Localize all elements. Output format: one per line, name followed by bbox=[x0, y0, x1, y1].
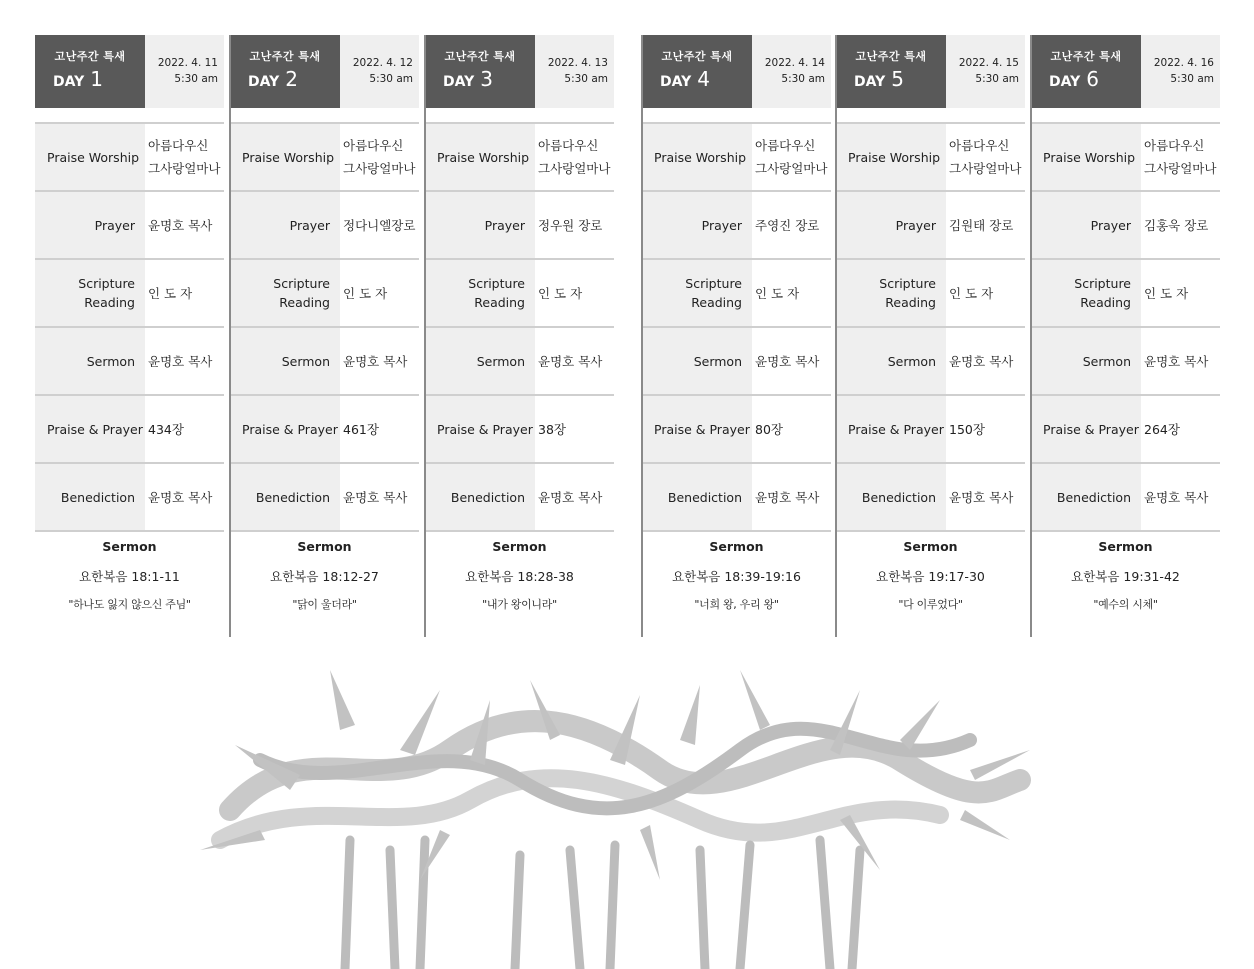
day-number: 2 bbox=[285, 67, 298, 91]
date-block bbox=[340, 35, 419, 108]
row-label-text: Scripture Reading bbox=[273, 276, 330, 310]
row-label-text: Prayer bbox=[701, 217, 742, 233]
row-label-text: Praise & Prayer bbox=[848, 421, 944, 437]
row-value: 윤명호 목사 bbox=[949, 353, 1014, 369]
row-value: 150장 bbox=[949, 421, 985, 437]
row-value: 정우원 장로 bbox=[538, 217, 603, 233]
row-label-text: Praise Worship bbox=[1043, 149, 1136, 165]
row-value: 윤명호 목사 bbox=[148, 353, 213, 369]
day-number: 5 bbox=[891, 67, 904, 91]
row-value: 아름다우신 그사랑얼마나 bbox=[148, 138, 221, 176]
row-scripture-reading bbox=[425, 260, 614, 328]
day-number: 3 bbox=[480, 67, 493, 91]
row-label-text: Benediction bbox=[861, 489, 936, 505]
row-praise-worship bbox=[1031, 124, 1220, 192]
day-column bbox=[836, 35, 1025, 637]
row-label bbox=[230, 328, 340, 394]
day-date: 2022. 4. 13 bbox=[547, 57, 608, 69]
date-block bbox=[946, 35, 1025, 108]
day-column bbox=[35, 35, 224, 637]
row-label bbox=[642, 396, 752, 462]
footer-title: Sermon bbox=[1098, 539, 1153, 554]
footer-title: Sermon bbox=[903, 539, 958, 554]
scripture-reference: 요한복음 18:1-11 bbox=[79, 569, 180, 584]
row-praise-prayer bbox=[642, 396, 831, 464]
row-benediction bbox=[836, 464, 1025, 532]
scripture-reference: 요한복음 19:17-30 bbox=[876, 569, 985, 584]
row-label-text: Prayer bbox=[484, 217, 525, 233]
row-label bbox=[425, 464, 535, 530]
scripture-reference: 요한복음 18:39-19:16 bbox=[672, 569, 801, 584]
row-label bbox=[836, 260, 946, 326]
row-scripture-reading bbox=[230, 260, 419, 328]
day-time: 5:30 am bbox=[174, 73, 218, 85]
row-value: 윤명호 목사 bbox=[343, 353, 408, 369]
row-value: 461장 bbox=[343, 421, 379, 437]
row-label-text: Scripture Reading bbox=[468, 276, 525, 310]
row-label bbox=[230, 192, 340, 258]
crown-of-thorns-illustration bbox=[140, 640, 1040, 969]
day-header bbox=[642, 35, 831, 108]
row-praise-worship bbox=[836, 124, 1025, 192]
day-title: 고난주간 특새 bbox=[54, 50, 126, 63]
row-label-text: Prayer bbox=[895, 217, 936, 233]
row-prayer bbox=[230, 192, 419, 260]
footer-title: Sermon bbox=[492, 539, 547, 554]
row-value: 윤명호 목사 bbox=[538, 489, 603, 505]
row-label bbox=[35, 396, 145, 462]
day-title: 고난주간 특새 bbox=[855, 50, 927, 63]
row-label-text: Praise Worship bbox=[47, 149, 140, 165]
day-title: 고난주간 특새 bbox=[661, 50, 733, 63]
day-column bbox=[1031, 35, 1220, 637]
row-value: 인 도 자 bbox=[343, 285, 388, 301]
row-value: 434장 bbox=[148, 421, 184, 437]
row-label-text: Benediction bbox=[255, 489, 330, 505]
row-praise-prayer bbox=[35, 396, 224, 464]
row-value: 윤명호 목사 bbox=[148, 489, 213, 505]
footer-title: Sermon bbox=[709, 539, 764, 554]
sermon-title: "다 이루었다" bbox=[898, 598, 963, 611]
row-label bbox=[1031, 260, 1141, 326]
sermon-footer bbox=[425, 535, 614, 612]
sermon-footer bbox=[836, 535, 1025, 612]
row-label bbox=[642, 260, 752, 326]
row-label-text: Scripture Reading bbox=[1074, 276, 1131, 310]
row-value: 80장 bbox=[755, 421, 783, 437]
row-label bbox=[642, 464, 752, 530]
row-label bbox=[836, 328, 946, 394]
column-divider bbox=[424, 35, 426, 637]
row-label bbox=[1031, 396, 1141, 462]
row-sermon bbox=[1031, 328, 1220, 396]
row-label-text: Sermon bbox=[281, 353, 330, 369]
day-column bbox=[642, 35, 831, 637]
row-label bbox=[1031, 328, 1141, 394]
day-label: DAY 2 bbox=[248, 67, 298, 91]
sermon-footer bbox=[642, 535, 831, 612]
row-label bbox=[836, 124, 946, 190]
row-benediction bbox=[230, 464, 419, 532]
day-header bbox=[425, 35, 614, 108]
day-header bbox=[836, 35, 1025, 108]
row-benediction bbox=[35, 464, 224, 532]
row-label bbox=[425, 396, 535, 462]
row-praise-worship bbox=[642, 124, 831, 192]
row-label-text: Prayer bbox=[1090, 217, 1131, 233]
day-time: 5:30 am bbox=[1170, 73, 1214, 85]
date-block bbox=[1141, 35, 1220, 108]
row-praise-worship bbox=[425, 124, 614, 192]
row-value: 인 도 자 bbox=[148, 285, 193, 301]
row-label-text: Praise & Prayer bbox=[1043, 421, 1139, 437]
row-label bbox=[1031, 192, 1141, 258]
row-scripture-reading bbox=[35, 260, 224, 328]
row-prayer bbox=[425, 192, 614, 260]
row-value: 정다니엘장로 bbox=[343, 217, 416, 233]
row-prayer bbox=[642, 192, 831, 260]
day-time: 5:30 am bbox=[975, 73, 1019, 85]
row-label-text: Scripture Reading bbox=[78, 276, 135, 310]
row-value: 아름다우신 그사랑얼마나 bbox=[949, 138, 1022, 176]
scripture-reference: 요한복음 19:31-42 bbox=[1071, 569, 1180, 584]
row-prayer bbox=[836, 192, 1025, 260]
row-value: 아름다우신 그사랑얼마나 bbox=[343, 138, 416, 176]
row-praise-worship bbox=[35, 124, 224, 192]
row-label bbox=[836, 192, 946, 258]
day-date: 2022. 4. 15 bbox=[958, 57, 1019, 69]
row-value: 아름다우신 그사랑얼마나 bbox=[538, 138, 611, 176]
day-time: 5:30 am bbox=[369, 73, 413, 85]
row-label bbox=[35, 124, 145, 190]
day-label: DAY 1 bbox=[53, 67, 103, 91]
row-label-text: Scripture Reading bbox=[685, 276, 742, 310]
sermon-footer bbox=[35, 535, 224, 612]
footer-title: Sermon bbox=[102, 539, 157, 554]
row-value: 인 도 자 bbox=[538, 285, 583, 301]
day-title-block bbox=[642, 35, 752, 108]
row-label-text: Praise Worship bbox=[654, 149, 747, 165]
row-praise-prayer bbox=[230, 396, 419, 464]
row-sermon bbox=[35, 328, 224, 396]
row-sermon bbox=[425, 328, 614, 396]
footer-title: Sermon bbox=[297, 539, 352, 554]
row-value: 아름다우신 그사랑얼마나 bbox=[1144, 138, 1217, 176]
row-label bbox=[425, 192, 535, 258]
sermon-title: "하나도 잃지 않으신 주님" bbox=[68, 598, 191, 611]
row-value: 김원태 장로 bbox=[949, 217, 1014, 233]
row-label-text: Benediction bbox=[667, 489, 742, 505]
day-title-block bbox=[425, 35, 535, 108]
column-divider bbox=[835, 35, 837, 637]
row-label bbox=[642, 328, 752, 394]
day-title: 고난주간 특새 bbox=[444, 50, 516, 63]
row-label-text: Sermon bbox=[887, 353, 936, 369]
day-header bbox=[35, 35, 224, 108]
row-praise-worship bbox=[230, 124, 419, 192]
date-block bbox=[535, 35, 614, 108]
sermon-title: "내가 왕이니라" bbox=[482, 598, 557, 611]
row-value: 윤명호 목사 bbox=[755, 489, 820, 505]
row-label bbox=[230, 396, 340, 462]
day-label: DAY 5 bbox=[854, 67, 904, 91]
row-praise-prayer bbox=[1031, 396, 1220, 464]
row-value: 아름다우신 그사랑얼마나 bbox=[755, 138, 828, 176]
row-scripture-reading bbox=[642, 260, 831, 328]
row-label-text: Praise & Prayer bbox=[654, 421, 750, 437]
row-benediction bbox=[1031, 464, 1220, 532]
day-column bbox=[425, 35, 614, 637]
day-number: 4 bbox=[697, 67, 710, 91]
row-label-text: Benediction bbox=[1056, 489, 1131, 505]
column-divider bbox=[229, 35, 231, 637]
row-label-text: Praise Worship bbox=[437, 149, 530, 165]
day-date: 2022. 4. 14 bbox=[764, 57, 825, 69]
row-label bbox=[836, 396, 946, 462]
day-header bbox=[230, 35, 419, 108]
date-block bbox=[752, 35, 831, 108]
row-prayer bbox=[1031, 192, 1220, 260]
scripture-reference: 요한복음 18:12-27 bbox=[270, 569, 379, 584]
row-value: 38장 bbox=[538, 421, 566, 437]
sermon-footer bbox=[1031, 535, 1220, 612]
sermon-title: "예수의 시체" bbox=[1093, 598, 1158, 611]
sermon-title: "너희 왕, 우리 왕" bbox=[694, 598, 779, 611]
row-value: 인 도 자 bbox=[949, 285, 994, 301]
row-label bbox=[425, 328, 535, 394]
row-value: 주영진 장로 bbox=[755, 217, 820, 233]
row-label-text: Praise & Prayer bbox=[242, 421, 338, 437]
row-label-text: Sermon bbox=[86, 353, 135, 369]
row-label-text: Praise Worship bbox=[848, 149, 941, 165]
row-label-text: Scripture Reading bbox=[879, 276, 936, 310]
day-title: 고난주간 특새 bbox=[1050, 50, 1122, 63]
row-value: 김홍욱 장로 bbox=[1144, 217, 1209, 233]
row-label bbox=[642, 192, 752, 258]
date-block bbox=[145, 35, 224, 108]
row-value: 윤명호 목사 bbox=[148, 217, 213, 233]
row-label bbox=[35, 328, 145, 394]
day-number: 1 bbox=[90, 67, 103, 91]
row-label-text: Sermon bbox=[1082, 353, 1131, 369]
day-header bbox=[1031, 35, 1220, 108]
row-label-text: Praise & Prayer bbox=[47, 421, 143, 437]
row-praise-prayer bbox=[425, 396, 614, 464]
row-label bbox=[35, 260, 145, 326]
row-label bbox=[230, 124, 340, 190]
row-value: 인 도 자 bbox=[755, 285, 800, 301]
row-label-text: Praise Worship bbox=[242, 149, 335, 165]
row-label-text: Sermon bbox=[693, 353, 742, 369]
row-label-text: Prayer bbox=[94, 217, 135, 233]
row-value: 윤명호 목사 bbox=[538, 353, 603, 369]
row-label-text: Benediction bbox=[60, 489, 135, 505]
row-value: 인 도 자 bbox=[1144, 285, 1189, 301]
row-scripture-reading bbox=[1031, 260, 1220, 328]
row-label bbox=[35, 192, 145, 258]
day-title-block bbox=[230, 35, 340, 108]
row-label bbox=[425, 124, 535, 190]
day-date: 2022. 4. 16 bbox=[1153, 57, 1214, 69]
row-value: 윤명호 목사 bbox=[1144, 489, 1209, 505]
row-label bbox=[230, 260, 340, 326]
day-number: 6 bbox=[1086, 67, 1099, 91]
row-label bbox=[642, 124, 752, 190]
day-time: 5:30 am bbox=[564, 73, 608, 85]
row-praise-prayer bbox=[836, 396, 1025, 464]
scripture-reference: 요한복음 18:28-38 bbox=[465, 569, 574, 584]
row-label bbox=[230, 464, 340, 530]
row-label bbox=[1031, 464, 1141, 530]
day-date: 2022. 4. 11 bbox=[157, 57, 218, 69]
row-sermon bbox=[642, 328, 831, 396]
day-column bbox=[230, 35, 419, 637]
day-title-block bbox=[836, 35, 946, 108]
row-label-text: Praise & Prayer bbox=[437, 421, 533, 437]
row-value: 윤명호 목사 bbox=[1144, 353, 1209, 369]
row-label-text: Prayer bbox=[289, 217, 330, 233]
day-title-block bbox=[1031, 35, 1141, 108]
row-benediction bbox=[642, 464, 831, 532]
row-label-text: Benediction bbox=[450, 489, 525, 505]
row-sermon bbox=[230, 328, 419, 396]
row-value: 264장 bbox=[1144, 421, 1180, 437]
day-time: 5:30 am bbox=[781, 73, 825, 85]
day-title-block bbox=[35, 35, 145, 108]
column-divider bbox=[641, 35, 643, 637]
day-label: DAY 6 bbox=[1049, 67, 1099, 91]
day-title: 고난주간 특새 bbox=[249, 50, 321, 63]
sermon-title: "닭이 울더라" bbox=[292, 598, 357, 611]
row-prayer bbox=[35, 192, 224, 260]
row-benediction bbox=[425, 464, 614, 532]
day-date: 2022. 4. 12 bbox=[352, 57, 413, 69]
row-value: 윤명호 목사 bbox=[343, 489, 408, 505]
day-label: DAY 3 bbox=[443, 67, 493, 91]
row-label bbox=[425, 260, 535, 326]
row-value: 윤명호 목사 bbox=[949, 489, 1014, 505]
day-label: DAY 4 bbox=[660, 67, 710, 91]
row-label-text: Sermon bbox=[476, 353, 525, 369]
row-label bbox=[1031, 124, 1141, 190]
row-scripture-reading bbox=[836, 260, 1025, 328]
sermon-footer bbox=[230, 535, 419, 612]
row-label bbox=[35, 464, 145, 530]
row-value: 윤명호 목사 bbox=[755, 353, 820, 369]
row-sermon bbox=[836, 328, 1025, 396]
column-divider bbox=[1030, 35, 1032, 637]
row-label bbox=[836, 464, 946, 530]
